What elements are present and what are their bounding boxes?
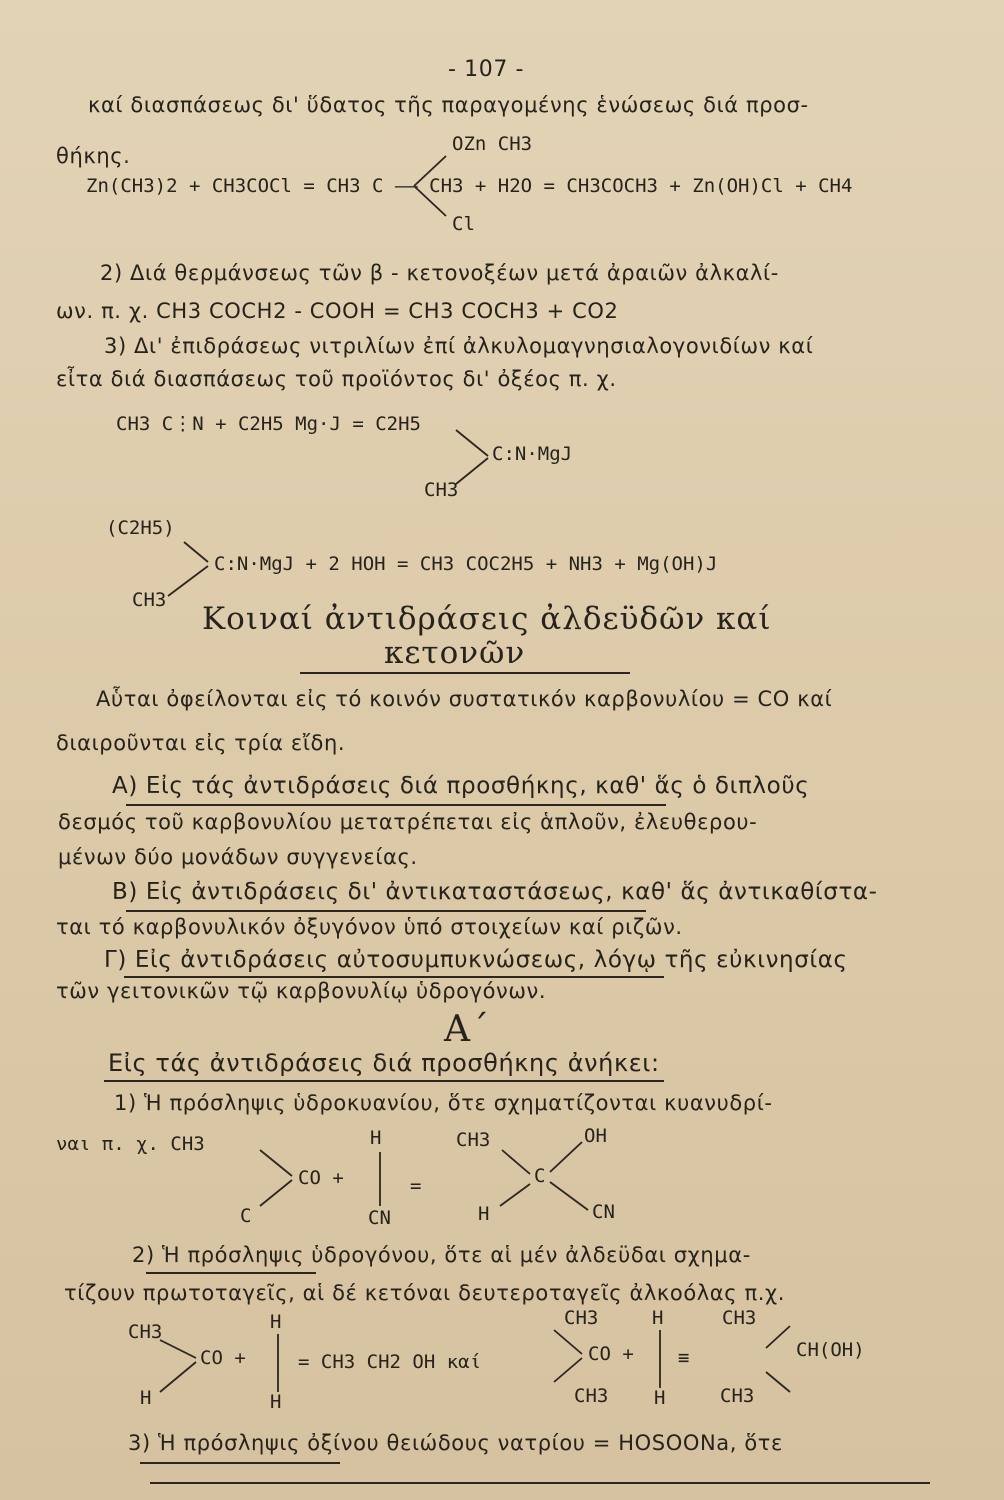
formula-fragment: CH3 — [424, 479, 459, 501]
formula-fragment: CN — [368, 1207, 391, 1229]
text-underline — [146, 1272, 316, 1274]
formula-fragment: ναι π. χ. CH3 — [56, 1133, 205, 1155]
text-line: Α) Εἰς τάς ἀντιδράσεις διά προσθήκης, καθ' ἅς ὁ διπλοῦς — [112, 773, 810, 799]
formula-fragment: Cl — [452, 213, 475, 235]
formula-fragment: OH — [584, 1125, 607, 1147]
formula-fragment: H — [370, 1127, 382, 1149]
formula-fragment: OZn CH3 — [452, 133, 533, 155]
chemical-equation: CH3 C⋮N + C2H5 Mg·J = C2H5 — [116, 413, 421, 435]
page-bottom-rule — [150, 1482, 930, 1484]
subheading: Εἰς τάς ἀντιδράσεις διά προσθήκης ἀνήκει: — [108, 1049, 660, 1077]
text-line: Β) Εἰς ἀντιδράσεις δι' ἀντικαταστάσεως, καθ' ἅς ἀντικαθίστα- — [112, 879, 878, 905]
formula-fragment: CO + — [298, 1167, 344, 1189]
formula-fragment: CH3 — [128, 1321, 163, 1343]
formula-fragment: (C2H5) — [106, 517, 175, 539]
text-line: 2) Διά θερμάνσεως τῶν β - κετονοξέων μετά ἀραιῶν ἀλκαλί- — [100, 261, 779, 285]
text-line: Γ) Εἰς ἀντιδράσεις αὐτοσυμπυκνώσεως, λόγῳ τῆς εὐκινησίας — [104, 947, 848, 973]
formula-fragment: H — [654, 1387, 666, 1409]
text-line: 2) Ἡ πρόσληψις ὑδρογόνου, ὅτε αἱ μέν ἀλδεϋδαι σχημα- — [132, 1243, 751, 1267]
formula-fragment: CH3 — [722, 1307, 757, 1329]
formula-fragment: CH3 — [132, 589, 167, 611]
page-number: - 107 - — [448, 57, 525, 82]
text-line: μένων δύο μονάδων συγγενείας. — [58, 845, 418, 869]
section-heading: Κοιναί ἀντιδράσεις ἀλδεϋδῶν καί — [202, 601, 772, 637]
formula-fragment: CO + — [588, 1343, 634, 1365]
section-letter: Α΄ — [444, 1009, 490, 1050]
text-line: 1) Ἡ πρόσληψις ὑδροκυανίου, ὅτε σχηματίζονται κυανυδρί- — [114, 1091, 773, 1115]
chemical-equation: C:N·MgJ + 2 HOH = CH3 COC2H5 + NH3 + Mg(OH)J — [214, 553, 718, 575]
text-line: τίζουν πρωτοταγεῖς, αἱ δέ κετόναι δευτεροταγεῖς ἀλκοόλας π.χ. — [64, 1281, 785, 1305]
formula-fragment: H — [140, 1387, 152, 1409]
formula-fragment: CH3 — [564, 1307, 599, 1329]
chemical-equation: Zn(CH3)2 + CH3COCl = CH3 C —— CH3 + H2O = CH3COCH3 + Zn(OH)Cl + CH4 — [86, 175, 853, 197]
formula-fragment: CH3 — [574, 1385, 609, 1407]
formula-fragment: H — [270, 1311, 282, 1333]
formula-fragment: CH(OH) — [796, 1339, 865, 1361]
formula-fragment: C — [534, 1165, 546, 1187]
text-line: Αὗται ὀφείλονται εἰς τό κοινόν συστατικόν καρβονυλίου = CO καί — [96, 687, 833, 711]
section-heading: κετονῶν — [384, 635, 526, 671]
formula-fragment: = CH3 CH2 OH καί — [298, 1351, 482, 1373]
formula-fragment: H — [478, 1203, 490, 1225]
formula-fragment: C — [240, 1205, 252, 1227]
formula-fragment: C:N·MgJ — [492, 443, 573, 465]
formula-fragment: ≡ — [678, 1347, 690, 1369]
formula-fragment: CN — [592, 1201, 615, 1223]
formula-fragment: CH3 — [720, 1385, 755, 1407]
formula-fragment: H — [652, 1307, 664, 1329]
formula-fragment: CH3 — [456, 1129, 491, 1151]
text-underline — [140, 1462, 340, 1464]
formula-fragment: = — [410, 1175, 422, 1197]
text-line: θήκης. — [56, 144, 131, 168]
text-line: 3) Δι' ἐπιδράσεως νιτριλίων ἐπί ἀλκυλομαγνησιαλογονιδίων καί — [104, 334, 814, 358]
formula-fragment: H — [270, 1391, 282, 1413]
formula-fragment: CO + — [200, 1347, 246, 1369]
text-line: δεσμός τοῦ καρβονυλίου μετατρέπεται εἰς ἁπλοῦν, ἐλευθερου- — [58, 810, 758, 834]
text-line: ων. π. χ. CH3 COCH2 - COOH = CH3 COCH3 + CO2 — [56, 299, 619, 323]
text-line: εἶτα διά διασπάσεως τοῦ προϊόντος δι' ὀξέος π. χ. — [56, 367, 617, 391]
text-line: 3) Ἡ πρόσληψις ὀξίνου θειώδους νατρίου = HOSOONa, ὅτε — [128, 1431, 783, 1455]
text-line: τῶν γειτονικῶν τῷ καρβονυλίῳ ὑδρογόνων. — [56, 979, 547, 1003]
text-line: ται τό καρβονυλικόν ὀξυγόνον ὑπό στοιχείων καί ριζῶν. — [56, 915, 683, 939]
text-line: διαιροῦνται εἰς τρία εἴδη. — [56, 731, 346, 755]
text-line: καί διασπάσεως δι' ὕδατος τῆς παραγομένης ἑνώσεως διά προσ- — [88, 93, 809, 117]
